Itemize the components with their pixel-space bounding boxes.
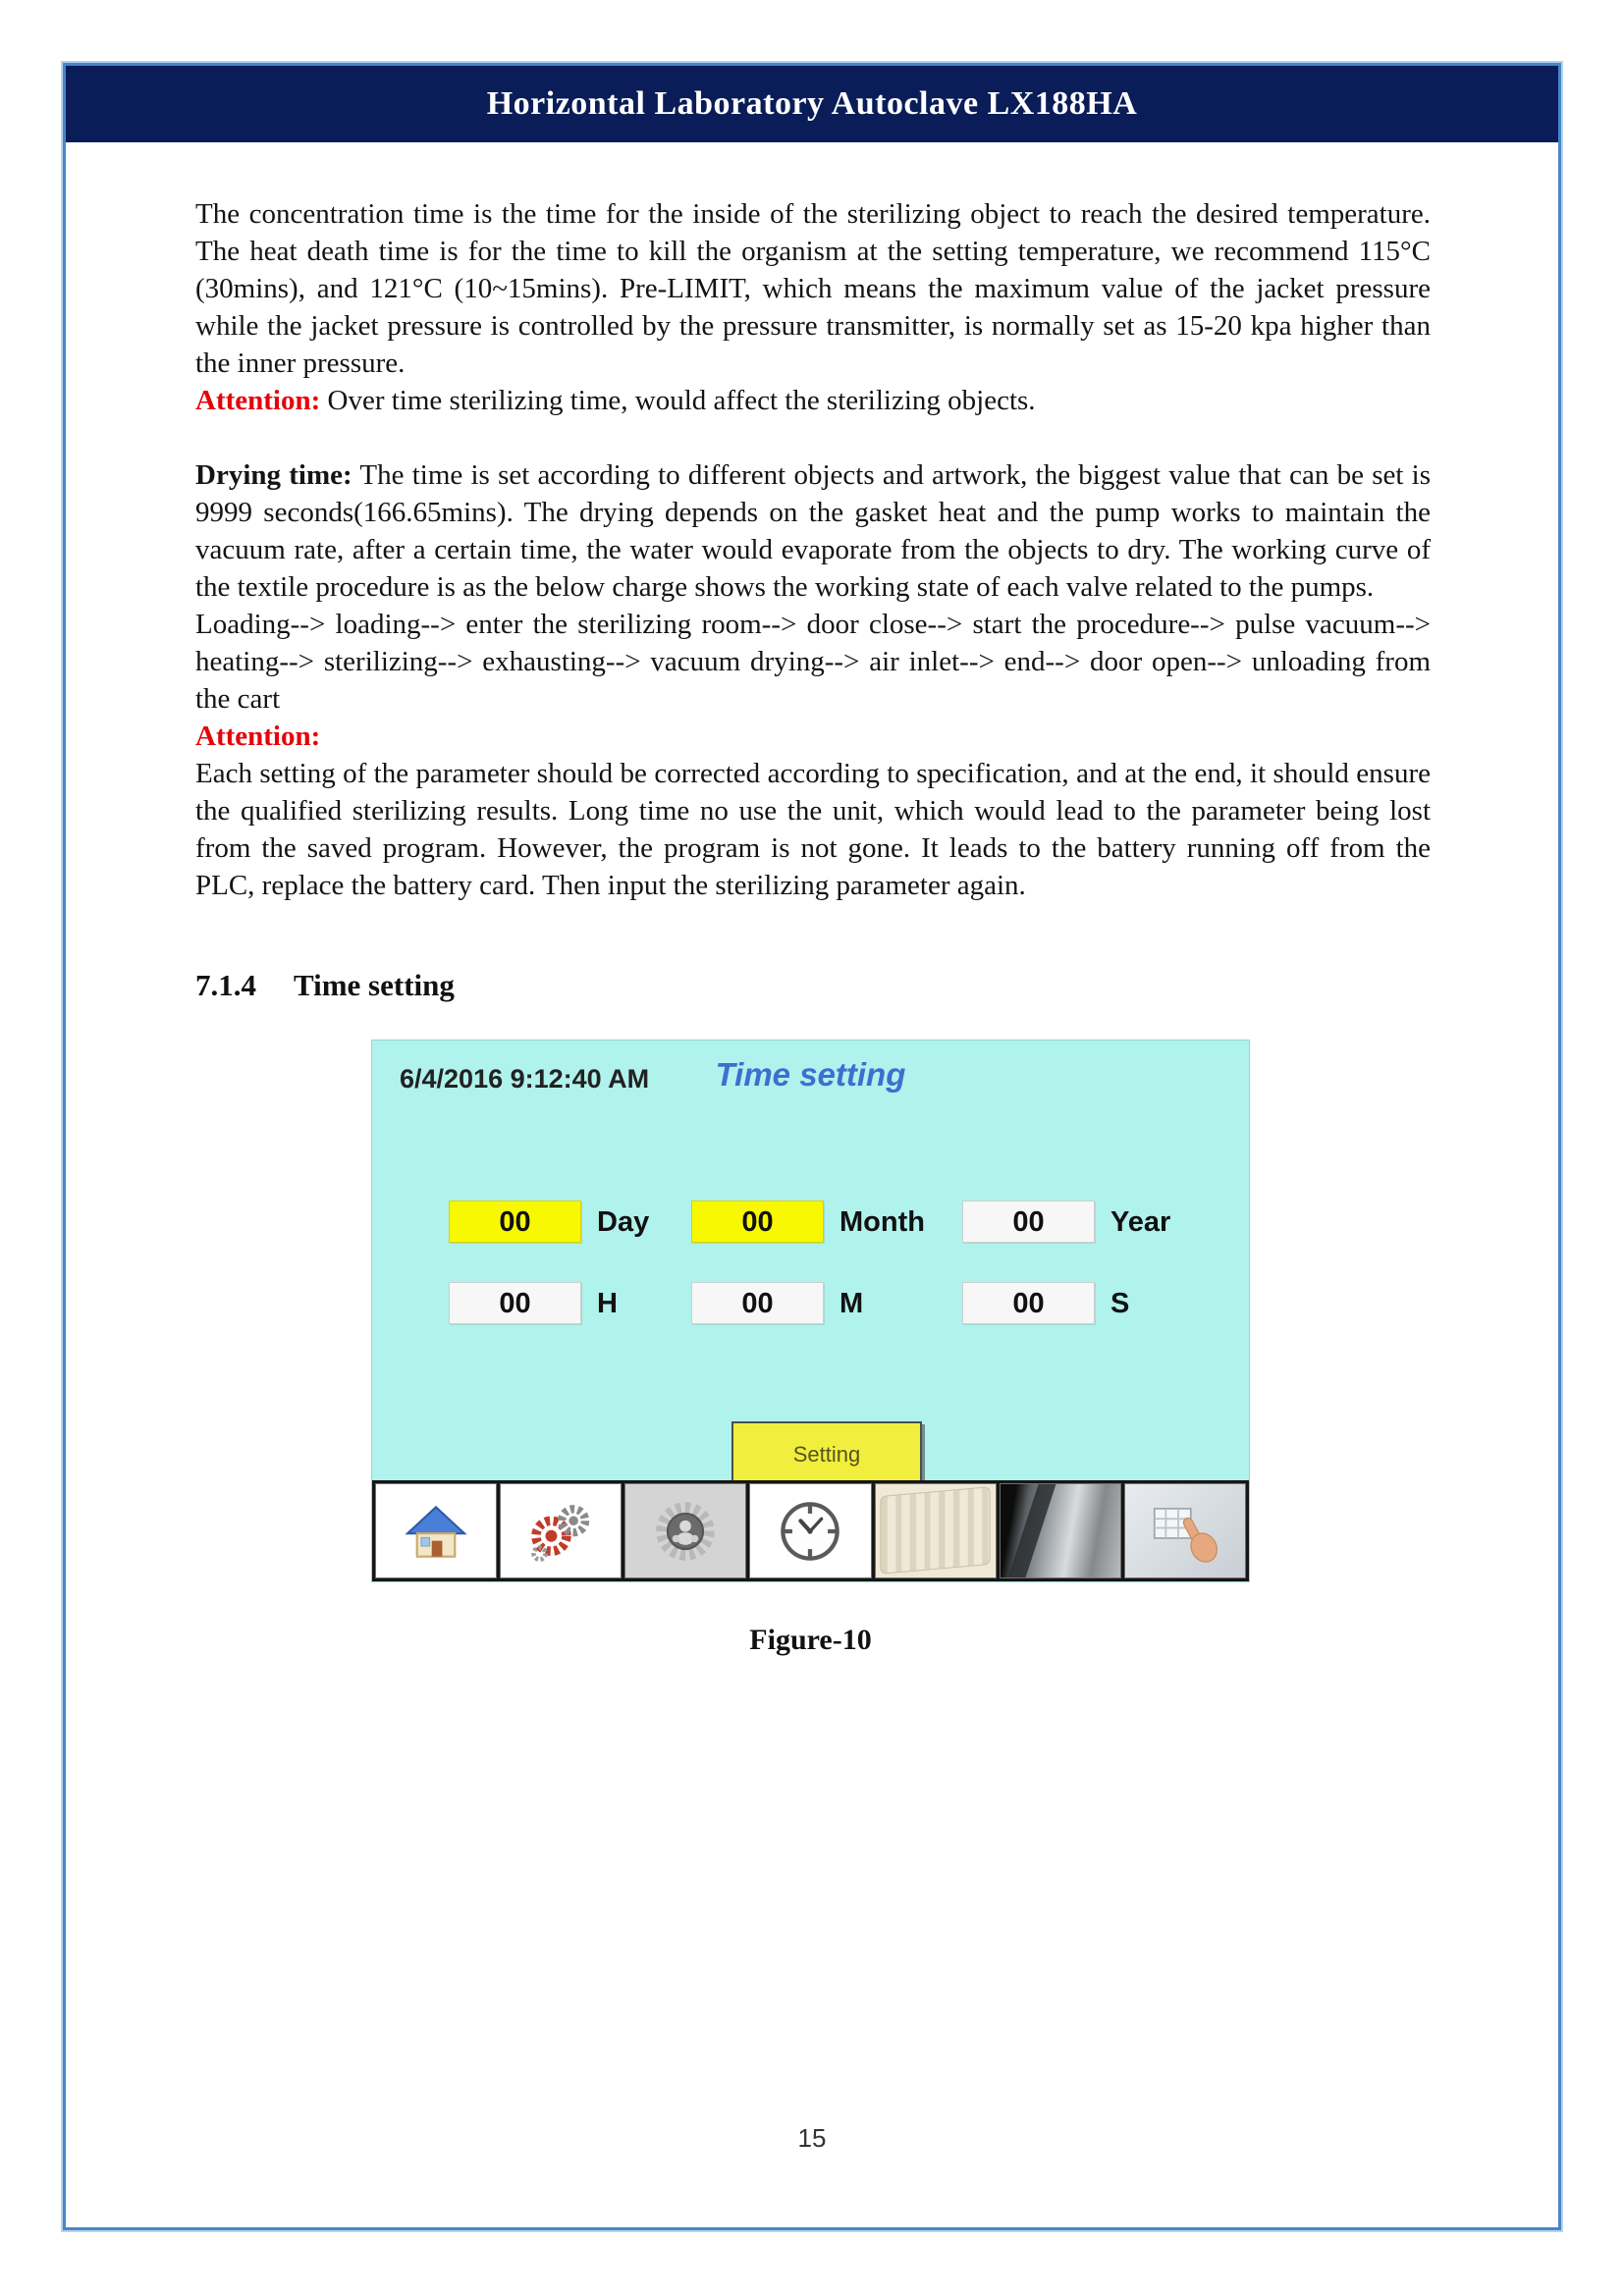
nav-settings-button[interactable]	[500, 1483, 622, 1578]
page-title: Horizontal Laboratory Autoclave LX188HA	[486, 85, 1138, 122]
figure-caption: Figure-10	[749, 1624, 872, 1656]
attention-text-1: Over time sterilizing time, would affect the sterilizing objects.	[320, 385, 1036, 416]
minute-label: M	[839, 1287, 864, 1319]
heater-icon	[880, 1487, 990, 1575]
day-input[interactable]: 00	[449, 1201, 581, 1243]
year-input[interactable]: 00	[962, 1201, 1095, 1243]
month-field-group	[691, 1201, 925, 1243]
gears-icon	[525, 1501, 596, 1562]
month-input[interactable]: 00	[691, 1201, 824, 1243]
attention-note-2	[195, 718, 1431, 755]
day-field-group	[449, 1201, 649, 1243]
paragraph-concentration-time: The concentration time is the time for the inside of the sterilizing object to reach the desired temperature. The heat death time is for the time to kill the organism at the setting temperature, we recommend 115°C (30mins), and 121°C (10~15mins). Pre-LIMIT, which means the maximum value of the jacket pressure while the jacket pressure is controlled by the pressure transmitter, is normally set as 15-20 kpa higher than the inner pressure.	[195, 198, 1431, 379]
day-label: Day	[597, 1205, 650, 1238]
nav-door-button[interactable]	[1000, 1483, 1121, 1578]
second-field-group	[962, 1282, 1129, 1324]
second-input[interactable]: 00	[962, 1282, 1095, 1324]
hour-input[interactable]: 00	[449, 1282, 581, 1324]
hour-label: H	[597, 1287, 618, 1319]
year-field-group	[962, 1201, 1170, 1243]
month-label: Month	[839, 1205, 925, 1238]
hmi-nav-bar	[372, 1480, 1249, 1581]
nav-manual-button[interactable]	[1124, 1483, 1246, 1578]
section-title: Time setting	[294, 968, 455, 1002]
touch-hand-icon	[1149, 1499, 1221, 1564]
nav-home-button[interactable]	[375, 1483, 497, 1578]
paragraph-drying-time	[195, 456, 1431, 606]
section-heading	[195, 967, 1431, 1004]
paragraph-parameter-note: Each setting of the parameter should be corrected according to specification, and at the end, it should ensure the qualified sterilizing results. Long time no use the unit, which would lead to the parameter being lost from the saved program. However, the program is not gone. It leads to the battery running off from the PLC, replace the battery card. Then input the sterilizing parameter again.	[195, 758, 1431, 901]
setting-button[interactable]: Setting	[731, 1421, 922, 1488]
second-label: S	[1110, 1287, 1130, 1319]
page-frame	[61, 61, 1563, 2232]
section-number: 7.1.4	[195, 968, 256, 1002]
door-icon	[1001, 1483, 1059, 1578]
hour-field-group	[449, 1282, 618, 1324]
hmi-screen-title: Time setting	[715, 1056, 906, 1093]
nav-heater-button[interactable]	[875, 1483, 997, 1578]
drying-time-text: The time is set according to different objects and artwork, the biggest value that can be set is 9999 seconds(166.65mins). The drying depends on the gasket heat and the pump works to maintain the vacuum rate, after a certain time, the water would evaporate from the objects to dry. The working curve of the textile procedure is as the below charge shows the working state of each valve related to the pumps.	[195, 459, 1432, 603]
attention-label-1: Attention:	[195, 385, 321, 416]
minute-input[interactable]: 00	[691, 1282, 824, 1324]
page-frame-inner	[63, 63, 1561, 2230]
nav-service-button[interactable]	[624, 1483, 746, 1578]
minute-field-group	[691, 1282, 863, 1324]
drying-time-label: Drying time:	[195, 459, 352, 491]
header-bar	[66, 66, 1558, 142]
home-icon	[402, 1502, 470, 1561]
page-number: 15	[797, 2123, 827, 2153]
hmi-timestamp: 6/4/2016 9:12:40 AM	[400, 1064, 650, 1094]
hmi-screenshot	[371, 1040, 1250, 1582]
attention-label-2: Attention:	[195, 721, 321, 752]
nav-time-setting-button[interactable]	[749, 1483, 871, 1578]
paragraph-process-flow: Loading--> loading--> enter the sterilizing room--> door close--> start the procedure--> pulse vacuum--> heating--> sterilizing--> exhausting--> vacuum drying--> air inlet--> end--> door open--> unloading from the cart	[195, 609, 1431, 715]
year-label: Year	[1110, 1205, 1171, 1238]
service-gear-icon	[652, 1498, 719, 1565]
clock-icon	[777, 1498, 843, 1565]
attention-note-1	[195, 382, 1431, 419]
document-body	[66, 142, 1558, 1659]
